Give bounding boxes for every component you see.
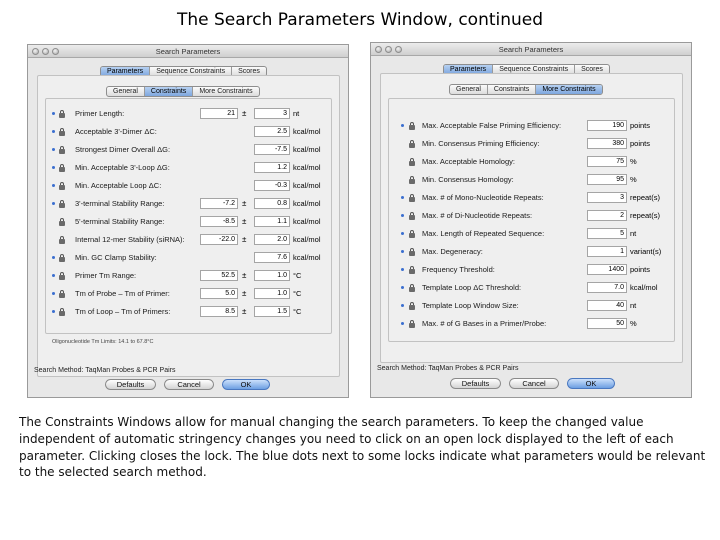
min-value-field[interactable]: -7.2 — [200, 198, 238, 209]
unit-label: points — [630, 139, 651, 148]
constraint-row — [371, 318, 692, 330]
lock-body — [409, 161, 415, 166]
lock-icon[interactable] — [59, 110, 65, 118]
constraint-label: Max. # of Mono-Nucleotide Repeats: — [422, 193, 544, 202]
value-field[interactable]: 1.2 — [254, 162, 290, 173]
tab-scores[interactable]: Scores — [238, 68, 260, 75]
unit-label: % — [630, 157, 637, 166]
min-value-field[interactable]: 52.5 — [200, 270, 238, 281]
lock-body — [59, 131, 65, 136]
relevance-dot — [52, 184, 55, 187]
value-field[interactable]: 1.1 — [254, 216, 290, 227]
value-field[interactable]: 1 — [587, 246, 627, 257]
constraint-row — [371, 264, 692, 276]
min-value-field[interactable]: -8.5 — [200, 216, 238, 227]
constraint-label: Internal 12-mer Stability (siRNA): — [75, 235, 185, 244]
lock-body — [409, 233, 415, 238]
lock-body — [59, 113, 65, 118]
constraint-label: Template Loop Window Size: — [422, 301, 519, 310]
constraint-label: Max. Degeneracy: — [422, 247, 483, 256]
unit-label: kcal/mol — [293, 199, 321, 208]
constraint-row — [371, 246, 692, 258]
lock-body — [59, 311, 65, 316]
constraint-label: Min. GC Clamp Stability: — [75, 253, 157, 262]
lock-icon[interactable] — [409, 230, 415, 238]
lock-body — [59, 275, 65, 280]
lock-icon[interactable] — [409, 122, 415, 130]
constraint-row — [28, 288, 349, 300]
relevance-dot — [52, 112, 55, 115]
constraint-label: Frequency Threshold: — [422, 265, 495, 274]
constraint-label: 5'-terminal Stability Range: — [75, 217, 165, 226]
constraint-row — [28, 216, 349, 228]
constraint-label: Tm of Loop – Tm of Primers: — [75, 307, 171, 316]
constraint-label: Primer Length: — [75, 109, 125, 118]
constraint-row — [371, 156, 692, 168]
lock-body — [59, 257, 65, 262]
lock-body — [409, 251, 415, 256]
unit-label: kcal/mol — [293, 163, 321, 172]
constraint-row — [28, 162, 349, 174]
lock-body — [409, 125, 415, 130]
constraint-label: Acceptable 3'-Dimer ΔC: — [75, 127, 157, 136]
cancel-button[interactable]: Cancel — [164, 379, 214, 390]
constraint-row — [28, 126, 349, 138]
constraint-row — [371, 138, 692, 150]
value-field[interactable]: 3 — [254, 108, 290, 119]
unit-label: % — [630, 175, 637, 184]
lock-body — [59, 203, 65, 208]
subtab-constraints[interactable]: Constraints — [145, 87, 193, 96]
title-bar[interactable] — [371, 43, 691, 56]
value-field[interactable]: 40 — [587, 300, 627, 311]
lock-icon[interactable] — [59, 254, 65, 262]
lock-icon[interactable] — [59, 308, 65, 316]
tab-parameters[interactable]: Parameters — [101, 67, 150, 76]
constraint-label: Max. # of Di-Nucleotide Repeats: — [422, 211, 533, 220]
plus-minus-sign: ± — [242, 235, 247, 244]
value-field[interactable]: 75 — [587, 156, 627, 167]
relevance-dot — [401, 286, 404, 289]
lock-icon[interactable] — [409, 158, 415, 166]
value-field[interactable]: 5 — [587, 228, 627, 239]
lock-icon[interactable] — [59, 182, 65, 190]
relevance-dot — [52, 274, 55, 277]
tab-parameters[interactable]: Parameters — [444, 65, 493, 74]
lock-body — [59, 221, 65, 226]
lock-body — [409, 269, 415, 274]
value-field[interactable]: -0.3 — [254, 180, 290, 191]
relevance-dot — [52, 256, 55, 259]
constraint-row — [28, 252, 349, 264]
search-parameters-window-more-constraints — [370, 42, 692, 398]
lock-icon[interactable] — [59, 164, 65, 172]
relevance-dot — [52, 166, 55, 169]
tm-limits-note: Oligonucleotide Tm Limits: 14.1 to 67.8°C — [52, 339, 154, 345]
unit-label: °C — [293, 289, 302, 298]
value-field[interactable]: 1.0 — [254, 270, 290, 281]
value-field[interactable]: -7.5 — [254, 144, 290, 155]
search-method-label: Search Method: TaqMan Probes & PCR Pairs — [377, 365, 519, 372]
constraint-row — [371, 210, 692, 222]
unit-label: nt — [630, 229, 637, 238]
constraint-row — [371, 120, 692, 132]
min-value-field[interactable]: 5.0 — [200, 288, 238, 299]
plus-minus-sign: ± — [242, 271, 247, 280]
plus-minus-sign: ± — [242, 199, 247, 208]
title-bar[interactable] — [28, 45, 348, 58]
unit-label: nt — [630, 301, 637, 310]
tab-sequence-constraints[interactable]: Sequence Constraints — [493, 65, 575, 74]
lock-body — [59, 149, 65, 154]
constraint-row — [28, 108, 349, 120]
unit-label: points — [630, 265, 651, 274]
lock-body — [409, 215, 415, 220]
slide-caption: The Constraints Windows allow for manual changing the search parameters. To keep the changed value independent of automatic stringency changes you need to click on an open lock displayed to the left of each parameter. Clicking closes the lock. The blue dots next to some locks indicate what parameters would be relevant to the selected search method. — [19, 415, 706, 480]
lock-icon[interactable] — [409, 194, 415, 202]
constraint-row — [28, 180, 349, 192]
relevance-dot — [401, 214, 404, 217]
lock-body — [59, 185, 65, 190]
value-field[interactable]: 7.0 — [587, 282, 627, 293]
relevance-dot — [401, 268, 404, 271]
unit-label: kcal/mol — [293, 145, 321, 154]
ok-button[interactable]: OK — [567, 378, 615, 389]
relevance-dot — [401, 232, 404, 235]
constraint-label: Min. Acceptable Loop ΔC: — [75, 181, 162, 190]
relevance-dot — [401, 196, 404, 199]
constraint-label: Min. Acceptable 3'-Loop ΔG: — [75, 163, 170, 172]
unit-label: kcal/mol — [293, 235, 321, 244]
window-title: Search Parameters — [155, 47, 221, 56]
lock-body — [59, 293, 65, 298]
unit-label: kcal/mol — [293, 127, 321, 136]
constraint-row — [28, 270, 349, 282]
lock-icon[interactable] — [59, 290, 65, 298]
value-field[interactable]: 50 — [587, 318, 627, 329]
constraint-row — [28, 144, 349, 156]
slide-title: The Search Parameters Window, continued — [176, 10, 544, 30]
constraint-label: Min. Consensus Homology: — [422, 175, 514, 184]
constraint-label: Max. Length of Repeated Sequence: — [422, 229, 545, 238]
ok-button[interactable]: OK — [222, 379, 270, 390]
relevance-dot — [401, 124, 404, 127]
subtab-more-constraints[interactable]: More Constraints — [536, 85, 601, 94]
search-parameters-window-constraints — [27, 44, 349, 398]
lock-body — [59, 167, 65, 172]
relevance-dot — [401, 322, 404, 325]
lock-icon[interactable] — [409, 302, 415, 310]
lock-body — [409, 323, 415, 328]
value-field[interactable]: 1.5 — [254, 306, 290, 317]
lock-icon[interactable] — [409, 176, 415, 184]
constraint-row — [28, 306, 349, 318]
lock-icon[interactable] — [409, 320, 415, 328]
lock-icon[interactable] — [409, 266, 415, 274]
relevance-dot — [52, 310, 55, 313]
lock-icon[interactable] — [409, 212, 415, 220]
subtab-constraints[interactable]: Constraints — [488, 85, 536, 94]
lock-body — [59, 239, 65, 244]
sub-tab-bar — [449, 84, 603, 95]
value-field[interactable]: 3 — [587, 192, 627, 203]
min-value-field[interactable]: 8.5 — [200, 306, 238, 317]
constraint-label: Max. Acceptable False Priming Efficiency: — [422, 121, 562, 130]
constraint-row — [371, 282, 692, 294]
lock-body — [409, 197, 415, 202]
tab-sequence-constraints[interactable]: Sequence Constraints — [150, 67, 232, 76]
relevance-dot — [401, 304, 404, 307]
constraint-row — [28, 198, 349, 210]
constraint-label: Tm of Probe – Tm of Primer: — [75, 289, 170, 298]
defaults-button[interactable]: Defaults — [105, 379, 156, 390]
value-field[interactable]: 2 — [587, 210, 627, 221]
lock-icon[interactable] — [59, 200, 65, 208]
value-field[interactable]: 7.6 — [254, 252, 290, 263]
sub-tab-bar — [106, 86, 260, 97]
tab-scores[interactable]: Scores — [581, 66, 603, 73]
constraint-row — [371, 174, 692, 186]
relevance-dot — [52, 148, 55, 151]
lock-icon[interactable] — [59, 236, 65, 244]
unit-label: kcal/mol — [293, 253, 321, 262]
constraint-label: Strongest Dimer Overall ΔG: — [75, 145, 171, 154]
constraint-label: Min. Consensus Priming Efficiency: — [422, 139, 540, 148]
lock-icon[interactable] — [59, 146, 65, 154]
lock-icon[interactable] — [59, 272, 65, 280]
min-value-field[interactable]: -22.0 — [200, 234, 238, 245]
plus-minus-sign: ± — [242, 109, 247, 118]
lock-icon[interactable] — [409, 248, 415, 256]
min-value-field[interactable]: 21 — [200, 108, 238, 119]
constraint-label: Template Loop ΔC Threshold: — [422, 283, 522, 292]
cancel-button[interactable]: Cancel — [509, 378, 559, 389]
unit-label: °C — [293, 307, 302, 316]
value-field[interactable]: 2.0 — [254, 234, 290, 245]
constraint-label: Primer Tm Range: — [75, 271, 137, 280]
subtab-general[interactable]: General — [107, 87, 145, 96]
value-field[interactable]: 95 — [587, 174, 627, 185]
plus-minus-sign: ± — [242, 217, 247, 226]
lock-icon[interactable] — [59, 128, 65, 136]
search-method-label: Search Method: TaqMan Probes & PCR Pairs — [34, 367, 176, 374]
unit-label: °C — [293, 271, 302, 280]
relevance-dot — [52, 202, 55, 205]
unit-label: kcal/mol — [293, 217, 321, 226]
lock-icon[interactable] — [409, 284, 415, 292]
plus-minus-sign: ± — [242, 289, 247, 298]
subtab-general[interactable]: General — [450, 85, 488, 94]
value-field[interactable]: 1400 — [587, 264, 627, 275]
relevance-dot — [401, 250, 404, 253]
unit-label: kcal/mol — [630, 283, 658, 292]
value-field[interactable]: 0.8 — [254, 198, 290, 209]
subtab-more-constraints[interactable]: More Constraints — [199, 88, 253, 95]
value-field[interactable]: 1.0 — [254, 288, 290, 299]
constraint-row — [28, 234, 349, 246]
plus-minus-sign: ± — [242, 307, 247, 316]
relevance-dot — [52, 130, 55, 133]
unit-label: repeat(s) — [630, 193, 661, 202]
unit-label: points — [630, 121, 651, 130]
relevance-dot — [52, 292, 55, 295]
unit-label: nt — [293, 109, 300, 118]
lock-icon[interactable] — [409, 140, 415, 148]
constraint-row — [371, 228, 692, 240]
window-title: Search Parameters — [498, 45, 564, 54]
unit-label: variant(s) — [630, 247, 662, 256]
constraint-label: 3'-terminal Stability Range: — [75, 199, 165, 208]
defaults-button[interactable]: Defaults — [450, 378, 501, 389]
unit-label: % — [630, 319, 637, 328]
value-field[interactable]: 190 — [587, 120, 627, 131]
unit-label: kcal/mol — [293, 181, 321, 190]
lock-icon[interactable] — [59, 218, 65, 226]
value-field[interactable]: 2.5 — [254, 126, 290, 137]
lock-body — [409, 179, 415, 184]
unit-label: repeat(s) — [630, 211, 661, 220]
constraint-label: Max. # of G Bases in a Primer/Probe: — [422, 319, 547, 328]
lock-body — [409, 143, 415, 148]
lock-body — [409, 287, 415, 292]
constraint-label: Max. Acceptable Homology: — [422, 157, 515, 166]
constraint-row — [371, 300, 692, 312]
lock-body — [409, 305, 415, 310]
constraint-row — [371, 192, 692, 204]
value-field[interactable]: 380 — [587, 138, 627, 149]
